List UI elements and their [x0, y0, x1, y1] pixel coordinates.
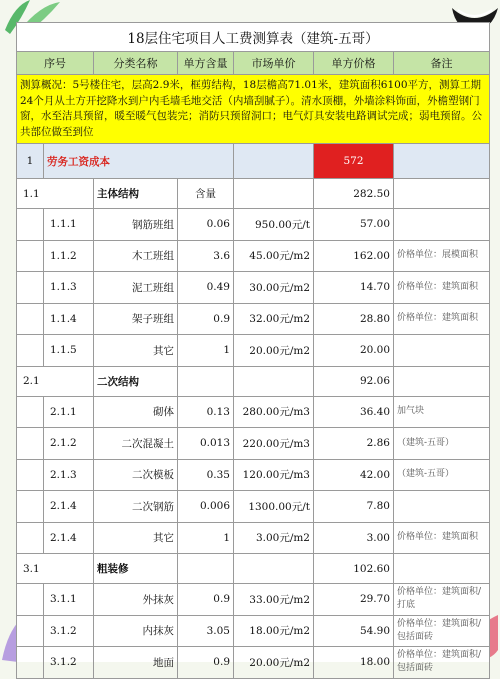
- row-qty: 3.05: [178, 615, 234, 647]
- row-name: 木工班组: [94, 240, 178, 272]
- row-code: 3.1.1: [44, 584, 94, 616]
- row-price: 36.40: [314, 396, 394, 428]
- row-price: 3.00: [314, 522, 394, 554]
- labor-cost-table: [16, 22, 490, 679]
- table-row: [17, 522, 490, 554]
- row-name: 钢筋班组: [94, 209, 178, 241]
- section-qty-header: [178, 554, 234, 584]
- row-indent: [17, 615, 44, 647]
- header-price: 单方价格: [314, 52, 394, 75]
- row-qty: 0.35: [178, 459, 234, 491]
- table-row: [17, 272, 490, 304]
- category-name: 劳务工资成本: [44, 144, 234, 179]
- row-price: 162.00: [314, 240, 394, 272]
- row-note: 价格单位：建筑面积: [394, 522, 490, 554]
- row-note: 价格单位：建筑面积: [394, 303, 490, 335]
- row-code: 2.1.3: [44, 459, 94, 491]
- section-row: [17, 179, 490, 209]
- row-price: 20.00: [314, 335, 394, 367]
- row-indent: [17, 396, 44, 428]
- row-code: 2.1.2: [44, 428, 94, 460]
- project-summary: 测算概况：5号楼住宅，层高2.9米，框剪结构，18层檐高71.01米，建筑面积6100平方，测算工期24个月从土方开挖降水到户内毛墙毛地交活（内墙刮腻子）。清水顶棚，外墙涂料饰面，外檐塑钢门窗，水至洁具预留，暖至暖气包装完；消防只预留洞口；电气灯具安装电路调试完成；弱电预留。公共部位做至到位: [17, 75, 490, 144]
- section-row: [17, 366, 490, 396]
- row-name: 砌体: [94, 396, 178, 428]
- table-row: [17, 584, 490, 616]
- row-price: 54.90: [314, 615, 394, 647]
- table-row: [17, 240, 490, 272]
- row-indent: [17, 303, 44, 335]
- row-indent: [17, 491, 44, 523]
- row-indent: [17, 428, 44, 460]
- section-code: 2.1: [17, 366, 94, 396]
- row-name: 地面: [94, 647, 178, 679]
- row-qty: 3.6: [178, 240, 234, 272]
- row-name: 二次模板: [94, 459, 178, 491]
- row-qty: 1: [178, 522, 234, 554]
- row-unit-price: 33.00元/m2: [234, 584, 314, 616]
- row-note: （建筑-五哥）: [394, 428, 490, 460]
- row-qty: 0.006: [178, 491, 234, 523]
- table-row: [17, 428, 490, 460]
- row-name: 其它: [94, 335, 178, 367]
- row-code: 3.1.2: [44, 615, 94, 647]
- category-row: [17, 144, 490, 179]
- table-row: [17, 491, 490, 523]
- row-code: 1.1.3: [44, 272, 94, 304]
- row-code: 2.1.1: [44, 396, 94, 428]
- row-price: 7.80: [314, 491, 394, 523]
- row-qty: 1: [178, 335, 234, 367]
- section-note: [394, 554, 490, 584]
- row-unit-price: 20.00元/m2: [234, 647, 314, 679]
- row-unit-price: 220.00元/m3: [234, 428, 314, 460]
- table-row: [17, 647, 490, 679]
- row-name: 架子班组: [94, 303, 178, 335]
- row-unit-price: 30.00元/m2: [234, 272, 314, 304]
- row-price: 42.00: [314, 459, 394, 491]
- row-indent: [17, 240, 44, 272]
- row-note: 价格单位：建筑面积/包括面砖: [394, 615, 490, 647]
- row-note: [394, 491, 490, 523]
- section-qty-header: [178, 366, 234, 396]
- header-qty: 单方含量: [178, 52, 234, 75]
- row-price: 2.86: [314, 428, 394, 460]
- header-unit-price: 市场单价: [234, 52, 314, 75]
- row-code: 1.1.1: [44, 209, 94, 241]
- section-name: 主体结构: [94, 179, 178, 209]
- row-indent: [17, 647, 44, 679]
- row-price: 14.70: [314, 272, 394, 304]
- row-qty: 0.9: [178, 303, 234, 335]
- row-code: 1.1.4: [44, 303, 94, 335]
- row-unit-price: 1300.00元/t: [234, 491, 314, 523]
- row-note: 价格单位：建筑面积/打底: [394, 584, 490, 616]
- row-code: 1.1.2: [44, 240, 94, 272]
- row-note: （建筑-五哥）: [394, 459, 490, 491]
- category-price: 572: [314, 144, 394, 179]
- row-code: 2.1.4: [44, 522, 94, 554]
- table-row: [17, 303, 490, 335]
- section-unit-price: [234, 179, 314, 209]
- row-unit-price: 20.00元/m2: [234, 335, 314, 367]
- section-name: 二次结构: [94, 366, 178, 396]
- table-row: [17, 396, 490, 428]
- section-note: [394, 179, 490, 209]
- row-qty: 0.13: [178, 396, 234, 428]
- row-note: 加气块: [394, 396, 490, 428]
- section-row: [17, 554, 490, 584]
- row-unit-price: 120.00元/m3: [234, 459, 314, 491]
- row-name: 外抹灰: [94, 584, 178, 616]
- row-price: 57.00: [314, 209, 394, 241]
- row-unit-price: 3.00元/m2: [234, 522, 314, 554]
- section-note: [394, 366, 490, 396]
- row-price: 28.80: [314, 303, 394, 335]
- row-code: 2.1.4: [44, 491, 94, 523]
- row-note: 价格单位：建筑面积: [394, 272, 490, 304]
- row-name: 二次混凝土: [94, 428, 178, 460]
- row-unit-price: 280.00元/m3: [234, 396, 314, 428]
- row-indent: [17, 209, 44, 241]
- spreadsheet: [16, 22, 489, 674]
- row-price: 18.00: [314, 647, 394, 679]
- row-qty: 0.013: [178, 428, 234, 460]
- section-code: 3.1: [17, 554, 94, 584]
- row-indent: [17, 584, 44, 616]
- row-note: 价格单位：建筑面积/包括面砖: [394, 647, 490, 679]
- row-note: [394, 335, 490, 367]
- row-indent: [17, 335, 44, 367]
- table-body: [17, 179, 490, 679]
- row-code: 1.1.5: [44, 335, 94, 367]
- table-row: [17, 459, 490, 491]
- section-name: 粗装修: [94, 554, 178, 584]
- section-unit-price: [234, 554, 314, 584]
- row-unit-price: 32.00元/m2: [234, 303, 314, 335]
- sheet-title: 18层住宅项目人工费测算表（建筑-五哥）: [17, 23, 490, 52]
- row-indent: [17, 272, 44, 304]
- category-empty-cell: [234, 144, 314, 179]
- table-row: [17, 615, 490, 647]
- row-qty: 0.9: [178, 584, 234, 616]
- table-row: [17, 209, 490, 241]
- row-code: 3.1.2: [44, 647, 94, 679]
- header-row: [17, 52, 490, 75]
- row-name: 其它: [94, 522, 178, 554]
- row-qty: 0.06: [178, 209, 234, 241]
- row-name: 泥工班组: [94, 272, 178, 304]
- section-code: 1.1: [17, 179, 94, 209]
- row-name: 二次钢筋: [94, 491, 178, 523]
- header-seq: 序号: [17, 52, 94, 75]
- table-row: [17, 335, 490, 367]
- section-price: 102.60: [314, 554, 394, 584]
- section-price: 92.06: [314, 366, 394, 396]
- row-price: 29.70: [314, 584, 394, 616]
- section-qty-header: 含量: [178, 179, 234, 209]
- section-price: 282.50: [314, 179, 394, 209]
- row-unit-price: 45.00元/m2: [234, 240, 314, 272]
- row-note: [394, 209, 490, 241]
- row-note: 价格单位：展模面积: [394, 240, 490, 272]
- section-unit-price: [234, 366, 314, 396]
- header-note: 备注: [394, 52, 490, 75]
- row-unit-price: 950.00元/t: [234, 209, 314, 241]
- row-name: 内抹灰: [94, 615, 178, 647]
- row-indent: [17, 459, 44, 491]
- category-code: 1: [17, 144, 44, 179]
- row-unit-price: 18.00元/m2: [234, 615, 314, 647]
- row-qty: 0.49: [178, 272, 234, 304]
- row-indent: [17, 522, 44, 554]
- header-name: 分类名称: [94, 52, 178, 75]
- row-qty: 0.9: [178, 647, 234, 679]
- category-note-cell: [394, 144, 490, 179]
